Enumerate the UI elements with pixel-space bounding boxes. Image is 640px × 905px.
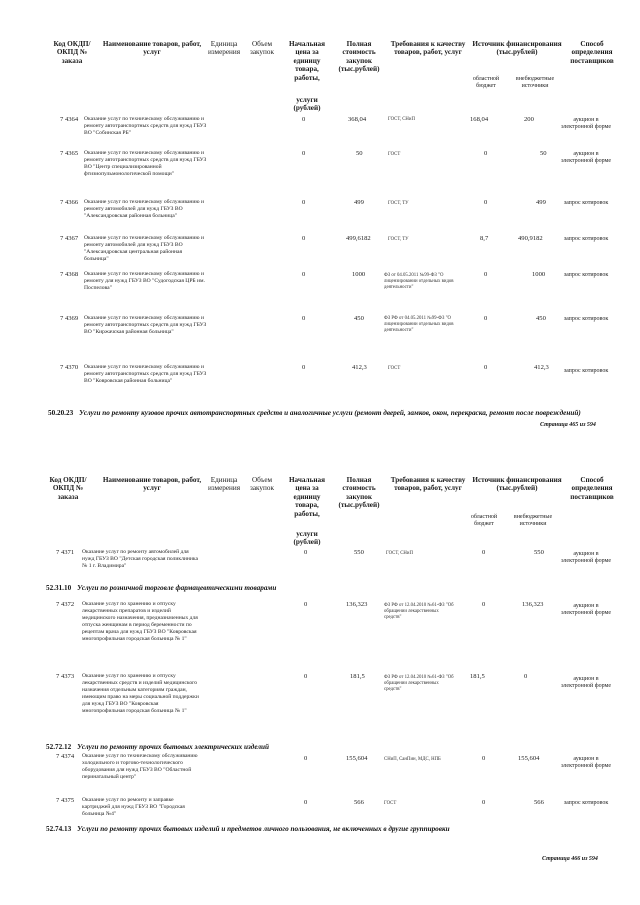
procurement-method: аукцион в электронной форме — [560, 551, 612, 564]
section-text: Услуги по розничной торговле фармацевтическими товарами — [77, 584, 277, 592]
item-name: Оказание услуг по техническому обслуживанию холодильного и торгово-технологического оборудования для нужд ГБУЗ ВО "Областной перинатальный центр" — [82, 753, 198, 780]
item-name: Оказание услуг по техническому обслуживанию и ремонту автотранспортных средств для нужд ГБУЗ ВО "Собинская РБ" — [84, 116, 207, 136]
procurement-method: аукцион в электронной форме — [560, 676, 612, 689]
section-heading — [48, 409, 604, 418]
header-source-external: внебюджетные источники — [515, 76, 555, 89]
total-cost: 550 — [354, 549, 364, 556]
item-name: Оказание услуг по техническому обслуживанию и ремонту автомобилей для нужд ГБУЗ ВО "Александровская центральная районная больница" — [84, 235, 204, 262]
item-name: Оказание услуг по хранению и отпуску лекарственных препаратов и изделий медицинского назначения, предназначенных для отпуска женщинам в период беременности по рецептам врача для нужд ГБУЗ ВО "Ковровская многопрофильная городская больница № 1" — [82, 601, 198, 642]
header-source-regional: областной бюджет — [472, 76, 500, 89]
requirements: ФЗ РФ от 12.04.2010 №61-ФЗ "Об обращении лекарственных средств" — [384, 603, 454, 620]
regional-budget: 8,7 — [480, 235, 489, 242]
procurement-method: запрос котировок — [563, 800, 609, 806]
header-volume: Объем закупок — [250, 40, 274, 57]
procurement-method: аукцион в электронной форме — [560, 117, 612, 130]
unit-price: 0 — [304, 549, 308, 556]
header-source-regional: областной бюджет — [470, 514, 498, 527]
total-cost: 181,5 — [350, 673, 365, 680]
regional-budget: 0 — [484, 271, 488, 278]
total-cost: 368,04 — [348, 116, 367, 123]
requirements: ГОСТ, ТУ — [388, 201, 409, 206]
order-number: 7 4374 — [56, 753, 75, 760]
unit-price: 0 — [304, 601, 308, 608]
regional-budget: 181,5 — [470, 673, 485, 680]
unit-price: 0 — [302, 199, 306, 206]
external-sources: 566 — [534, 799, 544, 806]
item-name: Оказание услуг по техническому обслуживанию и ремонту автотранспортных средств для нужд ГБУЗ ВО "Центр специализированной фтизиопульмонологической помощи" — [84, 150, 207, 177]
regional-budget: 0 — [482, 601, 486, 608]
header-volume: Объем закупок — [250, 476, 274, 493]
header-cost: Полная стоимость закупок (тыс.рублей) — [338, 40, 380, 74]
order-number: 7 4371 — [56, 549, 75, 556]
order-number: 7 4375 — [56, 797, 75, 804]
header-code: Код ОКДП/ ОКПД № заказа — [53, 40, 91, 65]
requirements: ГОСТ — [388, 366, 401, 371]
item-name: Оказание услуг по техническому обслуживанию и ремонту автомобилей для нужд ГБУЗ ВО "Александровская районная больница" — [84, 199, 204, 219]
requirements: ГОСТ, ТУ — [388, 237, 409, 242]
section-code: 50.20.23 — [48, 409, 74, 417]
unit-price: 0 — [304, 799, 308, 806]
header-source: Источник финансирования (тыс.рублей) — [472, 40, 562, 57]
unit-price: 0 — [302, 150, 306, 157]
external-sources: 412,3 — [534, 364, 549, 371]
procurement-method: запрос котировок — [563, 316, 609, 322]
item-name: Оказание услуг по ремонту автомобилей для нужд ГБУЗ ВО "Детская городская поликлиника № 1 г. Владимира" — [82, 549, 198, 569]
procurement-method: запрос котировок — [563, 368, 609, 374]
item-name: Оказание услуг по хранению и отпуску лекарственных средств и изделий медицинского назначения отдельным категориям граждан, имеющим право на меры социальной поддержки для нужд ГБУЗ ВО "Ковровская многопрофильная городская больница № 1" — [82, 673, 199, 714]
regional-budget: 0 — [482, 799, 486, 806]
regional-budget: 0 — [484, 315, 488, 322]
page-number: Страница 465 из 594 — [540, 422, 596, 428]
header-name: Наименование товаров, работ, услуг — [102, 476, 202, 493]
order-number: 7 4364 — [60, 116, 79, 123]
external-sources: 490,9182 — [518, 235, 543, 242]
header-price: Начальная цена за единицу товара, работы, — [288, 476, 326, 518]
unit-price: 0 — [302, 315, 306, 322]
section-heading — [46, 743, 269, 751]
header-price: Начальная цена за единицу товара, работы, — [288, 40, 326, 82]
order-number: 7 4369 — [60, 315, 79, 322]
header-unit: Единица измерения — [207, 476, 241, 493]
total-cost: 450 — [354, 315, 364, 322]
total-cost: 412,3 — [352, 364, 367, 371]
order-number: 7 4370 — [60, 364, 79, 371]
requirements: ГОСТ, СНиП — [388, 117, 415, 122]
requirements: ФЗ РФ от 04.05.2011 №99-ФЗ "О лицензировании отдельных видов деятельности" — [384, 316, 454, 333]
total-cost: 566 — [354, 799, 364, 806]
requirements: ГОСТ, СНиП — [386, 551, 413, 556]
order-number: 7 4365 — [60, 150, 79, 157]
total-cost: 50 — [356, 150, 363, 157]
regional-budget: 168,04 — [470, 116, 489, 123]
section-text: Услуги по ремонту кузовов прочих автотранспортных средств и аналогичные услуги (ремонт дверей, замков, окон, перекраска, ремонт после повреждений) — [79, 409, 581, 417]
page-number: Страница 466 из 594 — [542, 856, 598, 862]
regional-budget: 0 — [482, 549, 486, 556]
header-source-external: внебюджетные источники — [513, 514, 553, 527]
header-source: Источник финансирования (тыс.рублей) — [472, 476, 562, 493]
header-code: Код ОКДП/ ОКПД № заказа — [49, 476, 87, 501]
section-code: 52.72.12 — [46, 743, 72, 751]
total-cost: 155,604 — [346, 755, 368, 762]
section-heading — [46, 584, 276, 592]
section-text: Услуги по ремонту прочих бытовых электрических изделий — [77, 743, 270, 751]
regional-budget: 0 — [482, 755, 486, 762]
unit-price: 0 — [304, 755, 308, 762]
section-code: 52.31.10 — [46, 584, 72, 592]
header-requirements: Требования к качеству товаров, работ, услуг — [390, 40, 466, 57]
external-sources: 155,604 — [518, 755, 540, 762]
unit-price: 0 — [302, 116, 306, 123]
requirements: ФЗ от 04.05.2011 №99-ФЗ "О лицензировании отдельных видов деятельности" — [384, 273, 454, 290]
requirements: ФЗ РФ от 12.04.2010 №61-ФЗ "Об обращении лекарственных средств" — [384, 675, 454, 692]
procurement-method: запрос котировок — [563, 236, 609, 242]
order-number: 7 4368 — [60, 271, 79, 278]
total-cost: 499 — [354, 199, 364, 206]
item-name: Оказание услуг по техническому обслуживанию и ремонту для нужд ГБУЗ ВО "Судогодская ЦРБ им. Поспелова" — [84, 271, 205, 291]
procurement-method: запрос котировок — [563, 200, 609, 206]
header-price-sub: услуги (рублей) — [293, 96, 321, 113]
header-unit: Единица измерения — [207, 40, 241, 57]
section-code: 52.74.13 — [46, 825, 72, 833]
order-number: 7 4366 — [60, 199, 79, 206]
regional-budget: 0 — [484, 150, 488, 157]
regional-budget: 0 — [484, 364, 488, 371]
procurement-method: аукцион в электронной форме — [560, 603, 612, 616]
section-text: Услуги по ремонту прочих бытовых изделий и предметов личного пользования, не включенных в другие группировки — [77, 825, 450, 833]
procurement-method: аукцион в электронной форме — [560, 756, 612, 769]
order-number: 7 4373 — [56, 673, 75, 680]
total-cost: 499,6182 — [346, 235, 371, 242]
requirements: ГОСТ — [384, 801, 397, 806]
unit-price: 0 — [302, 235, 306, 242]
header-name: Наименование товаров, работ, услуг — [102, 40, 202, 57]
unit-price: 0 — [304, 673, 308, 680]
requirements: ГОСТ — [388, 152, 401, 157]
header-price-sub: услуги (рублей) — [293, 530, 321, 547]
external-sources: 550 — [534, 549, 544, 556]
header-requirements: Требования к качеству товаров, работ, услуг — [390, 476, 466, 493]
order-number: 7 4372 — [56, 601, 75, 608]
external-sources: 200 — [524, 116, 534, 123]
unit-price: 0 — [302, 271, 306, 278]
procurement-method: аукцион в электронной форме — [560, 151, 612, 164]
external-sources: 450 — [536, 315, 546, 322]
external-sources: 499 — [536, 199, 546, 206]
order-number: 7 4367 — [60, 235, 79, 242]
external-sources: 0 — [524, 673, 528, 680]
total-cost: 1000 — [352, 271, 366, 278]
item-name: Оказание услуг по техническому обслуживанию и ремонту автотранспортных средств для нужд ГБУЗ ВО "Ковровская районная больница" — [84, 364, 207, 384]
regional-budget: 0 — [484, 199, 488, 206]
section-heading — [46, 825, 450, 833]
unit-price: 0 — [302, 364, 306, 371]
header-method: Способ определения поставщиков — [570, 40, 614, 65]
procurement-method: запрос котировок — [563, 272, 609, 278]
requirements: СНиП, СанПин, МДС, НПБ — [384, 757, 441, 762]
external-sources: 136,323 — [522, 601, 544, 608]
external-sources: 1000 — [532, 271, 546, 278]
external-sources: 50 — [540, 150, 547, 157]
item-name: Оказание услуг по ремонту и заправке картриджей для нужд ГБУЗ ВО "Городская больница №4" — [82, 797, 185, 817]
item-name: Оказание услуг по техническому обслуживанию и ремонту автотранспортных средств для нужд ГБУЗ ВО "Киржачская районная больница" — [84, 315, 207, 335]
header-cost: Полная стоимость закупок (тыс.рублей) — [338, 476, 380, 510]
header-method: Способ определения поставщиков — [570, 476, 614, 501]
total-cost: 136,323 — [346, 601, 368, 608]
